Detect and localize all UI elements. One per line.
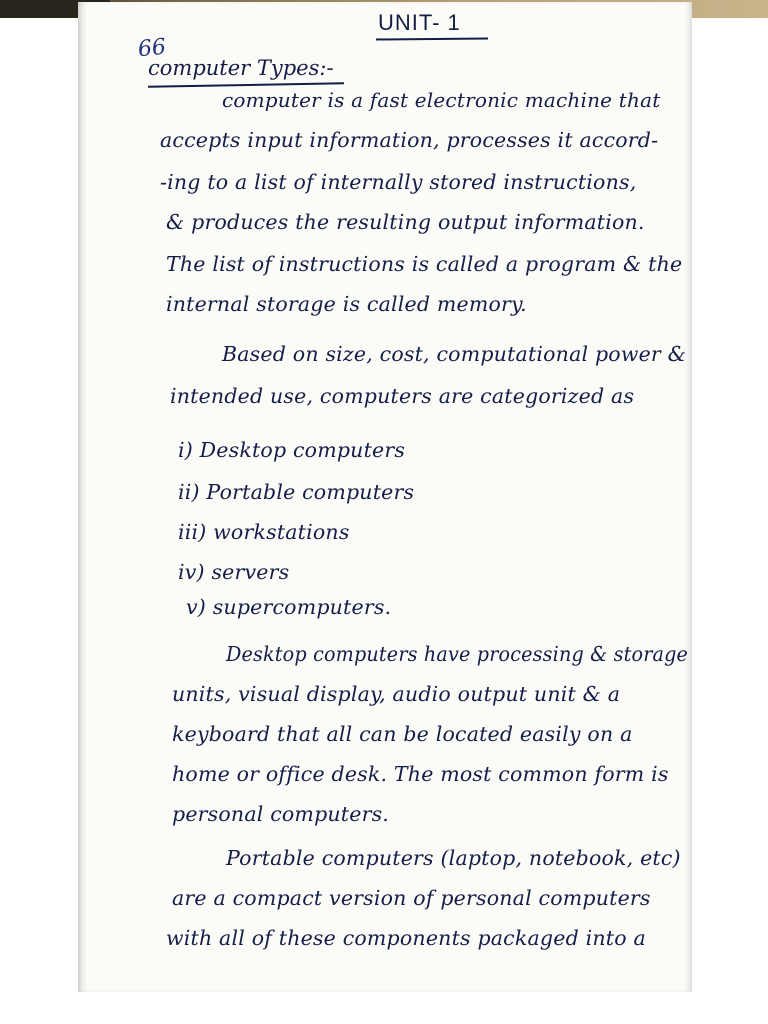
unit-title: UNIT- 1 (378, 10, 461, 35)
paragraph1-line: The list of instructions is called a program & the (166, 252, 683, 276)
paragraph4-line: Portable computers (laptop, notebook, etc) (226, 846, 681, 870)
paragraph3-line: home or office desk. The most common form is (172, 762, 669, 786)
page-number: 66 (136, 34, 168, 63)
paragraph2-line: intended use, computers are categorized as (170, 384, 635, 408)
paragraph4-line: with all of these components packaged into a (166, 926, 646, 950)
paragraph3-line: units, visual display, audio output unit & a (172, 682, 621, 706)
paragraph1-line: & produces the resulting output information. (166, 210, 645, 234)
paragraph4-line: are a compact version of personal computers (172, 886, 651, 910)
section-heading: computer Types:- (148, 56, 334, 80)
unit-title-underline (376, 38, 488, 41)
paragraph1-line: computer is a fast electronic machine that (222, 88, 661, 112)
paragraph1-line: accepts input information, processes it accord- (160, 128, 659, 152)
category-item: iii) workstations (178, 520, 350, 544)
paragraph1-line: -ing to a list of internally stored instructions, (160, 170, 637, 194)
category-item: v) supercomputers. (186, 595, 392, 619)
paragraph3-line: keyboard that all can be located easily on a (172, 722, 633, 746)
category-item: iv) servers (178, 560, 290, 584)
paragraph1-line: internal storage is called memory. (166, 292, 527, 316)
paragraph3-line: personal computers. (172, 802, 390, 826)
paragraph3-line: Desktop computers have processing & storage (226, 642, 689, 666)
paragraph2-line: Based on size, cost, computational power & (222, 342, 687, 366)
category-item: i) Desktop computers (178, 438, 406, 462)
category-item: ii) Portable computers (178, 480, 415, 504)
